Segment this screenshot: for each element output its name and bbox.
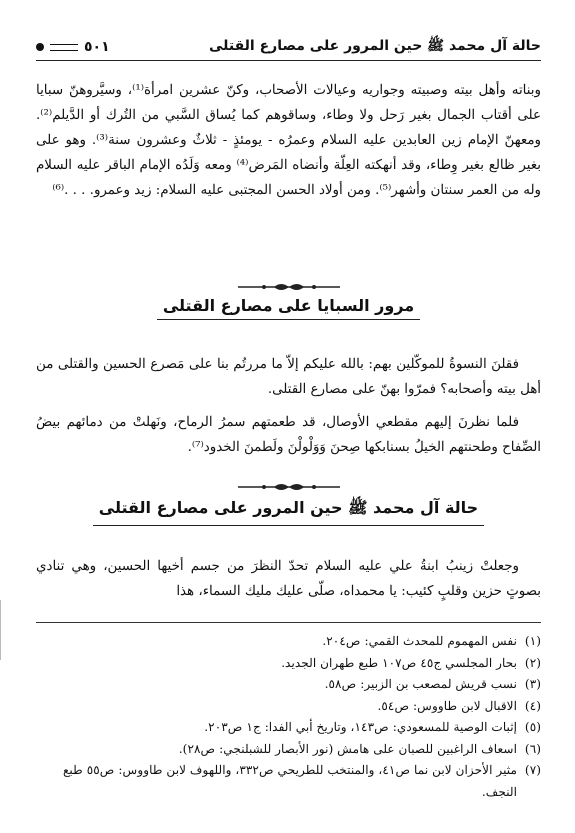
footnote-item (36, 696, 541, 718)
ornament-divider (36, 480, 541, 494)
ornament-icon (234, 281, 344, 293)
footnote-text: اسعاف الراغبين للصبان على هامش (نور الأبصار للشبلنجي: ص٢٨). (178, 741, 517, 756)
book-page (36, 34, 541, 833)
section1-heading-wrap (36, 296, 541, 320)
footnotes-list (36, 631, 541, 803)
footnote-number: (٥) (524, 720, 541, 734)
intro-paragraph: وبناته وأهل بيته وصبيته وجواريه وعيالات الأصحاب، وكنّ عشرين امرأة⁽¹⁾، وسيَّروهنّ سبايا على أقتاب الجمال بغير رَحل ولا وطاء، وساقوهم كما يُساق السَّبي من التُرك أو الدَّيلم⁽²⁾. ومعهنّ الإمام زين العابدين عليه السلام وعمرُه - يومئذٍ - ثلاثٌ وعشرون سنة⁽³⁾. وهو على بغير ظالع بغير وِطاء، وقد أنهكته العِلّة وأنضاه المَرض⁽⁴⁾ ومعه وَلَدُه الإمام الباقر عليه السلام وله من العمر سنتان وأشهر⁽⁵⁾. ومن أولاد الحسن المجتبى عليه السلام: زيد وعمرو. . . .⁽⁶⁾ (36, 83, 541, 198)
section1-body (36, 352, 541, 460)
footnote-item (36, 653, 541, 675)
ornament-divider (36, 280, 541, 294)
footnote-text: إثبات الوصية للمسعودي: ص١٤٣، وتاريخ أبي الفدا: ج١ ص٢٠٣. (204, 720, 517, 734)
section1-heading: مرور السبايا على مصارع القتلى (157, 296, 420, 320)
section2-paragraph: وجعلتْ زينبُ ابنةُ علي عليه السلام تحدّ النظرَ من جسم أخيها الحسين، وهي تنادي بصوتٍ حزين وقلبٍ كئيب: يا محمداه، صلّى عليك مليك السماء، هذا (36, 559, 541, 599)
footnote-item (36, 674, 541, 696)
running-header-title: حالة آل محمد ﷺ حين المرور على مصارع القتلى (208, 38, 541, 54)
footnote-item (36, 739, 541, 761)
page-edge-mark (0, 600, 1, 660)
section2-body (36, 554, 541, 604)
section2-heading: حالة آل محمد ﷺ حين المرور على مصارع القتلى (93, 498, 484, 526)
running-header (36, 34, 541, 61)
footnote-text: نفس المهموم للمحدث القمي: ص٢٠٤. (322, 634, 517, 648)
footnote-text: نسب قريش لمصعب بن الزبير: ص٥٨. (324, 677, 517, 691)
page-number-group (36, 39, 110, 55)
page-number: ٥٠١ (84, 39, 110, 55)
footnote-text: الاقبال لابن طاووس: ص٥٤. (377, 698, 517, 713)
footnote-item (36, 760, 541, 803)
section1-paragraph-2: فلما نظرنَ إليهم مقطعي الأوصال، قد طعمتهم سمرُ الرماح، ونَهلتْ من دمائهم بيضُ الصِّفاح وطحنتهم الخيلُ بسنابكها صِحنَ وَوَلْولْنَ ولَطمنَ الخدود⁽⁷⁾. (36, 415, 541, 455)
footnote-item (36, 717, 541, 739)
double-dash-icon (50, 44, 78, 51)
footnote-number: (٢) (524, 655, 541, 670)
footnote-item (36, 631, 541, 653)
footnote-number: (١) (524, 634, 541, 648)
footnote-text: بحار المجلسي ج٤٥ ص١٠٧ طبع طهران الجديد. (281, 655, 517, 670)
ornament-icon (234, 481, 344, 493)
footnote-text: مثير الأحزان لابن نما ص٤١، والمنتخب للطريحي ص٣٣٢، واللهوف لابن طاووس: ص٥٥ طبع النجف. (62, 763, 517, 799)
bullet-icon (36, 43, 44, 51)
footnotes-area (36, 622, 541, 803)
section1-paragraph-1: فقلنَ النسوةُ للموكّلين بهم: بالله عليكم إلاّ ما مررتُم بنا على مَصرع الحسين والقتلى من أهل بيته وأصحابه؟ فمرّوا بهنّ على مصارع القتلى. (36, 357, 541, 397)
footnote-number: (٤) (524, 698, 541, 713)
section2-heading-wrap (36, 498, 541, 526)
footnote-number: (٣) (524, 677, 541, 691)
intro-section (36, 78, 541, 203)
footnote-number: (٧) (524, 763, 541, 777)
footnote-rule (36, 622, 541, 623)
footnote-number: (٦) (524, 741, 541, 756)
